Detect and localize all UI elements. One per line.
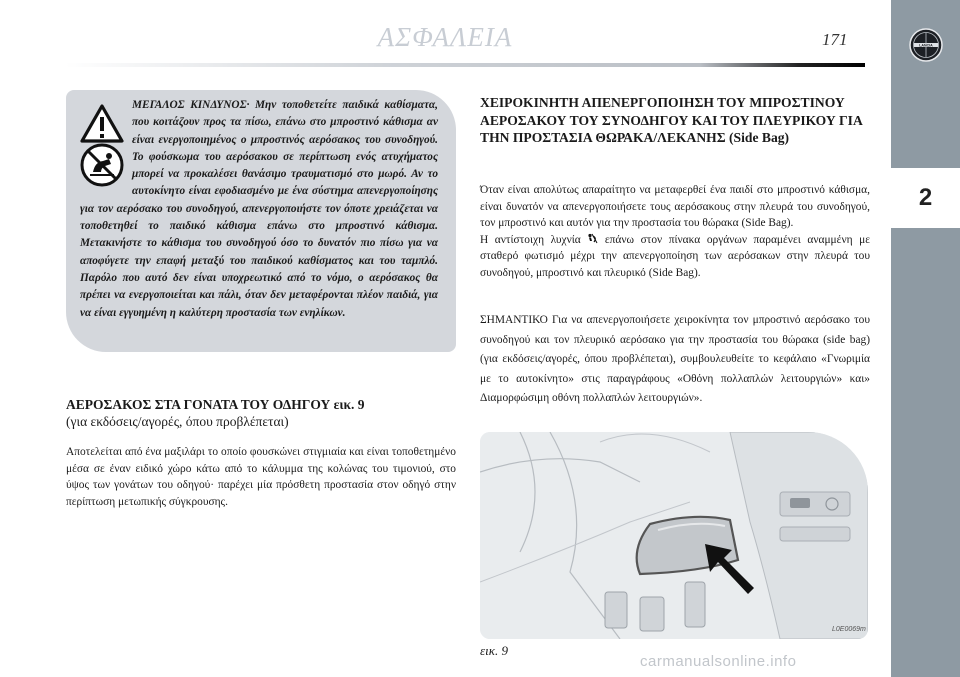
warning-text: ΜΕΓΑΛΟΣ ΚΙΝΔΥΝΟΣ· Μην τοποθετείτε παιδικά καθίσματα, που κοιτάζουν προς τα πίσω, επάνω στο μπροστινό κάθισμα αν είναι ενεργοποιημένος ο μπροστινός αερόσακος του συνοδηγού. Το φούσκωμα του αερόσακου σε περίπτωση ενός ατυχήματος μπορεί να προκαλέσει θανάσιμο τραυματισμό στο μωρό. Αν το αυτοκίνητο είναι εφοδιασμένο με ένα σύστημα απενεργοποίησης για τον αερόσακο του συνοδηγού, απενεργοποιήστε τον όποτε χρειάζεται να τοποθετηθεί το παιδικό κάθισμα επάνω στο μπροστινό κάθισμα. Μετακινήστε το κάθισμα του συνοδηγού όσο το δυνατόν πιο πίσω για να αποφύγετε την επαφή μεταξύ του παιδικού καθίσματος και του ταμπλό. Παρόλο που αυτό δεν είναι υποχρεωτικό από το νόμο, ο αερόσακος θα πρέπει να ενεργοποιείται και πάλι, όταν δεν μεταφέρονται πλέον παιδιά, για να είναι εγγυημένη η καλύτερη προστασία των ενηλίκων. (80, 99, 438, 319)
figure-caption: εικ. 9 (480, 643, 508, 658)
section-title: ΑΣΦΑΛΕΙΑ (377, 22, 513, 52)
lancia-logo-text: LANCIA (919, 43, 933, 48)
deactivation-paragraph-1 (480, 182, 870, 282)
figure-knee-airbag (480, 432, 868, 639)
passenger-airbag-off-lamp-icon (587, 233, 598, 244)
chapter-side-bar (891, 0, 960, 677)
warning-text-block (80, 97, 438, 322)
knee-airbag-body: Αποτελείται από ένα μαξιλάρι το οποίο φουσκώνει στιγμιαία και είναι τοποθετημένο μέσα σε έναν ειδικό χώρο κάτω από το κάλυμμα της κολώνας του τιμονιού, στο ύψος των γονάτων του οδηγού· παρέχει μία πρόσθετη προστασία στον οδηγό στην περίπτωση μετωπικής σύγκρουσης. (66, 446, 456, 508)
header-rule-accent (700, 63, 865, 67)
deactivation-text-c: επάνω στον πίνακα οργάνων παραμένει αναμμένη με σταθερό φωτισμό μέχρι την απενεργοποίηση των αερόσακων στην πλευρά του συνοδηγού, μπροστινό και πλευρικό (Side Bag). (480, 233, 870, 279)
deactivation-text-b: Η αντίστοιχη λυχνία (480, 233, 588, 246)
knee-airbag-heading: ΑΕΡΟΣΑΚΟΣ ΣΤΑ ΓΟΝΑΤΑ ΤΟΥ ΟΔΗΓΟΥ εικ. 9 (66, 397, 365, 412)
knee-airbag-subheading: (για εκδόσεις/αγορές, όπου προβλέπεται) (66, 414, 289, 429)
icon-spacer (80, 97, 132, 200)
watermark: carmanualsonline.info (640, 653, 797, 670)
page-number: 171 (822, 30, 848, 49)
deactivation-paragraph-2: ΣΗΜΑΝΤΙΚΟ Για να απενεργοποιήσετε χειροκίνητα τον μπροστινό αερόσακο του συνοδηγού και τον πλευρικό αερόσακο για την προστασία του θώρακα (side bag) (για εκδόσεις/αγορές, όπου προβλέπεται), συμβουλευθείτε το κεφάλαιο «Γνωριμία με το αυτοκίνητο» στις παραγράφους «Οθόνη πολλαπλών λειτουργιών» και» Διαμορφώσιμη οθόνη πολλαπλών λειτουργιών». (480, 314, 870, 405)
figure-code: L0E0069m (832, 626, 866, 633)
deactivation-text-a: Όταν είναι απολύτως απαραίτητο να μεταφερθεί ένα παιδί στο μπροστινό κάθισμα, είναι δυνατόν να απενεργοποιήσετε τους αερόσακους στην πλευρά του συνοδηγού, τον μπροστινό και αυτόν για την προστασία του θώρακα (Side Bag). (480, 184, 870, 230)
lancia-logo-icon (909, 28, 943, 62)
deactivation-heading: ΧΕΙΡΟΚΙΝΗΤΗ ΑΠΕΝΕΡΓΟΠΟΙΗΣΗ ΤΟΥ ΜΠΡΟΣΤΙΝΟΥ ΑΕΡΟΣΑΚΟΥ ΤΟΥ ΣΥΝΟΔΗΓΟΥ ΚΑΙ ΤΟΥ ΠΛΕΥΡΙΚΟΥ ΓΙΑ ΤΗΝ ΠΡΟΣΤΑΣΙΑ ΘΩΡΑΚΑ/ΛΕΚΑΝΗΣ (Side Bag) (480, 95, 863, 145)
knee-airbag-illustration (480, 432, 868, 639)
chapter-tab: 2 (891, 168, 960, 228)
